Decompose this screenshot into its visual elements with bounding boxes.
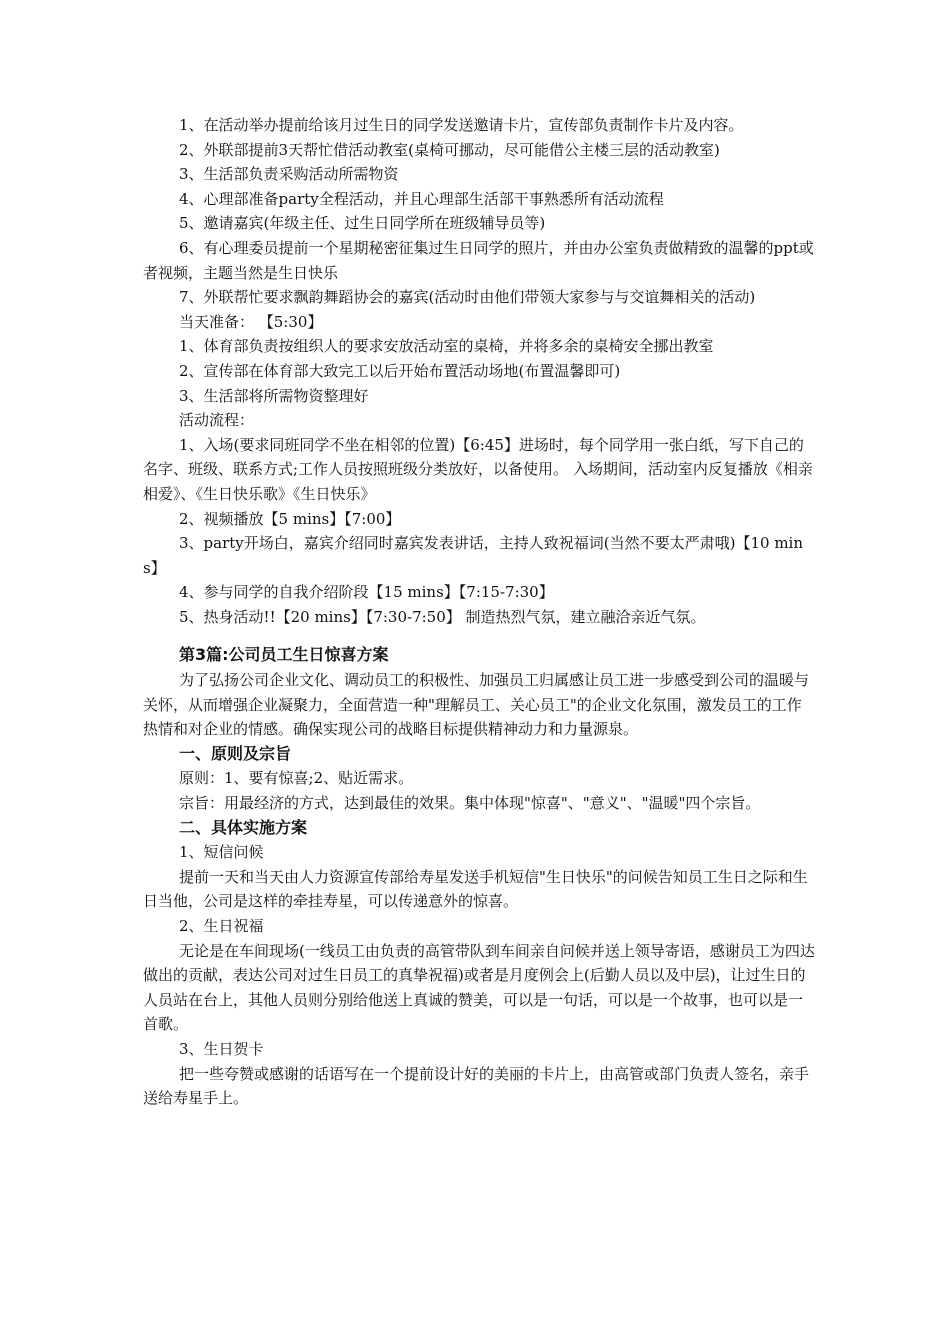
- day-prep-3: 3、生活部将所需物资整理好: [179, 386, 369, 405]
- flow-step-5: 5、热身活动!!【20 mins】【7:30-7:50】 制造热烈气氛，建立融洽亲近气氛。: [179, 607, 706, 626]
- document-page: [143, 113, 815, 1111]
- purpose-text: 宗旨：用最经济的方式，达到最佳的效果。集中体现"惊喜"、"意义"、"温暖"四个宗旨。: [179, 794, 761, 813]
- prep-step-1: 1、在活动举办提前给该月过生日的同学发送邀请卡片，宣传部负责制作卡片及内容。: [179, 116, 744, 134]
- flow-step-1: 1、入场(要求同班同学不坐在相邻的位置)【6:45】进场时，每个同学用一张白纸，写下自己的名字、班级、联系方式;工作人员按照班级分类放好，以备使用。 入场期间，活动室内反复播放《相亲相爱》、《生日快乐歌》《生日快乐》: [143, 435, 813, 503]
- principle-text: 原则：1、要有惊喜;2、贴近需求。: [179, 769, 414, 788]
- day-prep-label: 当天准备： 【5:30】: [179, 312, 323, 331]
- prep-step-2: 2、外联部提前3天帮忙借活动教室(桌椅可挪动，尽可能借公主楼三层的活动教室): [179, 140, 720, 159]
- flow-label: 活动流程：: [179, 411, 255, 430]
- heading-implementation: 二、具体实施方案: [179, 817, 308, 837]
- prep-step-5: 5、邀请嘉宾(年级主任、过生日同学所在班级辅导员等): [179, 214, 546, 233]
- item1-title: 1、短信问候: [179, 843, 264, 862]
- item2-title: 2、生日祝福: [179, 917, 264, 935]
- heading-principles: 一、原则及宗旨: [179, 743, 292, 763]
- item3-title: 3、生日贺卡: [179, 1039, 264, 1058]
- article-intro: 为了弘扬公司企业文化、调动员工的积极性、加强员工归属感让员工进一步感受到公司的温暖与关怀，从而增强企业凝聚力，全面营造一种"理解员工、关心员工"的企业文化氛围，激发员工的工作热情和对企业的情感。确保实现公司的战略目标提供精神动力和力量源泉。: [143, 671, 810, 739]
- day-prep-1: 1、体育部负责按组织人的要求安放活动室的桌椅，并将多余的桌椅安全挪出教室: [179, 337, 714, 356]
- item1-text: 提前一天和当天由人力资源宣传部给寿星发送手机短信"生日快乐"的问候告知员工生日之际和生日当他，公司是这样的牵挂寿星，可以传递意外的惊喜。: [143, 867, 808, 911]
- day-prep-2: 2、宣传部在体育部大致完工以后开始布置活动场地(布置温馨即可): [179, 361, 621, 380]
- prep-step-3: 3、生活部负责采购活动所需物资: [179, 165, 399, 184]
- article-title: 第3篇:公司员工生日惊喜方案: [179, 645, 389, 665]
- prep-step-6: 6、有心理委员提前一个星期秘密征集过生日同学的照片，并由办公室负责做精致的温馨的ppt或者视频，主题当然是生日快乐: [143, 238, 814, 282]
- flow-step-4: 4、参与同学的自我介绍阶段【15 mins】【7:15-7:30】: [179, 583, 554, 602]
- flow-step-3: 3、party开场白，嘉宾介绍同时嘉宾发表讲话，主持人致祝福词(当然不要太严肃哦)【10 mins】: [143, 534, 804, 577]
- prep-step-7: 7、外联帮忙要求飘韵舞蹈协会的嘉宾(活动时由他们带领大家参与与交谊舞相关的活动): [179, 288, 756, 307]
- item3-text: 把一些夸赞或感谢的话语写在一个提前设计好的美丽的卡片上，由高管或部门负责人签名，亲手送给寿星手上。: [143, 1064, 810, 1108]
- item2-text: 无论是在车间现场(一线员工由负责的高管带队到车间亲自问候并送上领导寄语，感谢员工为四达做出的贡献，表达公司对过生日员工的真挚祝福)或者是月度例会上(后勤人员以及中层)，让过生日的人员站在台上，其他人员则分别给他送上真诚的赞美，可以是一句话，可以是一个故事，也可以是一首歌。: [143, 941, 815, 1034]
- section-gap: [143, 629, 815, 643]
- flow-step-2: 2、视频播放【5 mins】【7:00】: [179, 509, 401, 528]
- prep-step-4: 4、心理部准备party全程活动，并且心理部生活部干事熟悉所有活动流程: [179, 189, 664, 208]
